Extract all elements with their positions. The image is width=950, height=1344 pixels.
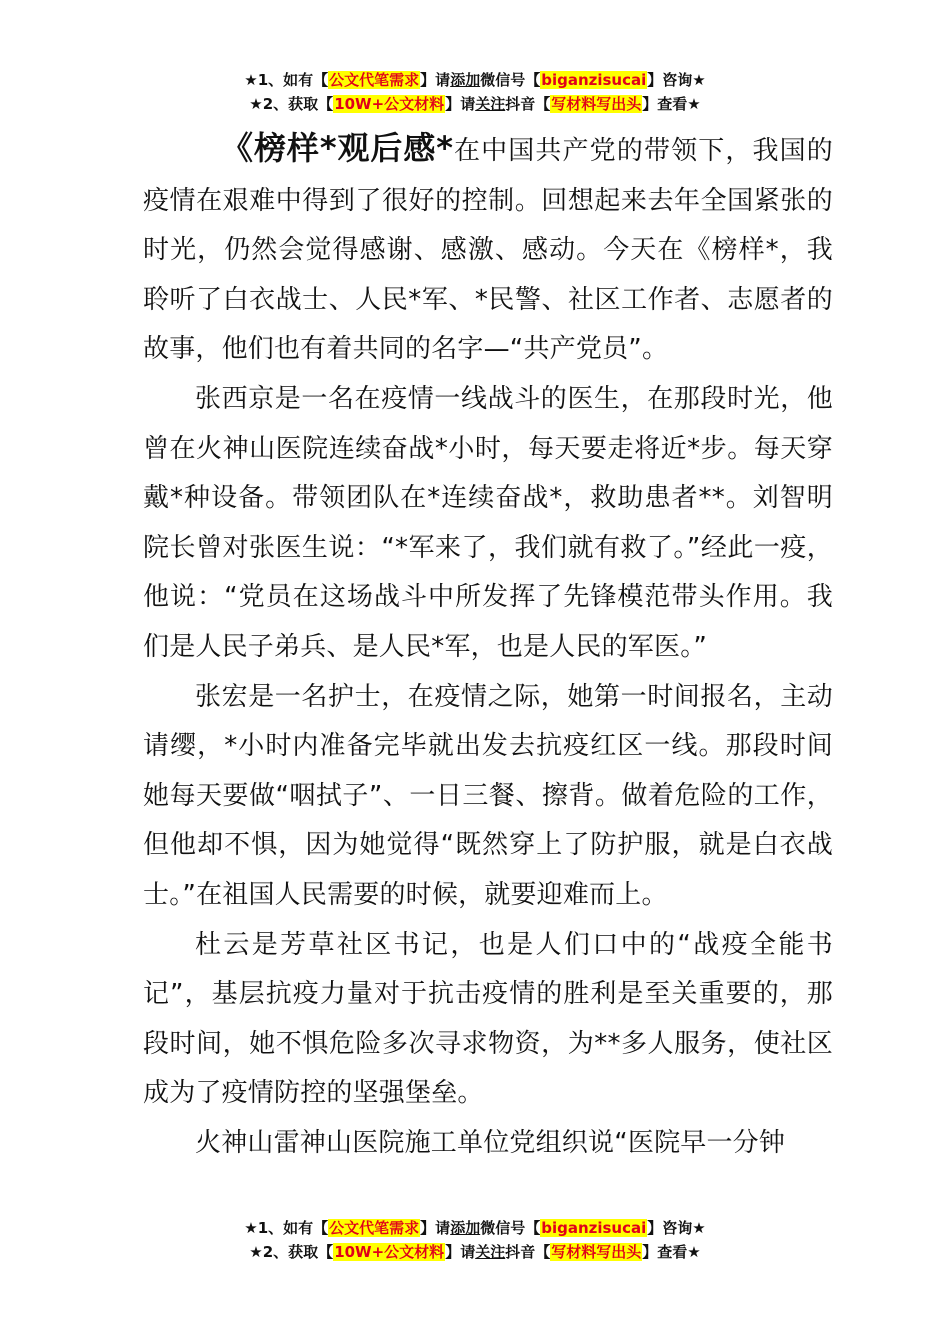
banner-text: 】请 xyxy=(445,95,476,113)
highlight-materials: 10W+公文材料 xyxy=(334,95,445,113)
banner-line-1 xyxy=(0,1216,950,1240)
highlight-service: 公文代笔需求 xyxy=(329,1219,420,1237)
banner-text: 】请 xyxy=(420,1219,451,1237)
highlight-douyin-id: 写材料写出头 xyxy=(551,1243,642,1261)
highlight-wechat-id: biganzisucai xyxy=(541,1219,647,1237)
highlight-wechat-id: biganzisucai xyxy=(541,71,647,89)
banner-text: 抖音【 xyxy=(505,1243,551,1261)
underlined-word: 添加 xyxy=(450,1219,481,1237)
document-body xyxy=(143,124,833,1168)
banner-line-1 xyxy=(0,68,950,92)
underlined-word: 添加 xyxy=(450,71,481,89)
paragraph-text: 在中国共产党的带领下，我国的疫情在艰难中得到了很好的控制。回想起来去年全国紧张的时光，仍然会觉得感谢、感激、感动。今天在《榜样*，我聆听了白衣战士、人民*军、*民警、社区工作者、志愿者的故事，他们也有着共同的名字—“共产党员”。 xyxy=(143,136,833,365)
banner-text: 】咨询★ xyxy=(647,71,706,89)
banner-line-2 xyxy=(0,1240,950,1264)
banner-text: 】请 xyxy=(445,1243,476,1261)
banner-text: ★2、获取【 xyxy=(249,1243,334,1261)
paragraph: 杜云是芳草社区书记，也是人们口中的“战疫全能书记”，基层抗疫力量对于抗击疫情的胜利是至关重要的，那段时间，她不惧危险多次寻求物资，为**多人服务，使社区成为了疫情防控的坚强堡垒。 xyxy=(143,929,833,1109)
banner-text: ★2、获取【 xyxy=(249,95,334,113)
paragraph: 火神山雷神山医院施工单位党组织说“医院早一分钟 xyxy=(195,1127,786,1158)
paragraph: 张西京是一名在疫情一线战斗的医生，在那段时光，他曾在火神山医院连续奋战*小时，每天要走将近*步。每天穿戴*种设备。带领团队在*连续奋战*，救助患者**。刘智明院长曾对张医生说：“*军来了，我们就有救了。”经此一疫，他说：“党员在这场战斗中所发挥了先锋模范带头作用。我们是人民子弟兵、是人民*军，也是人民的军医。” xyxy=(143,383,833,662)
paragraph: 张宏是一名护士，在疫情之际，她第一时间报名，主动请缨，*小时内准备完毕就出发去抗疫红区一线。那段时间她每天要做“咽拭子”、一日三餐、擦背。做着危险的工作，但他却不惧，因为她觉得“既然穿上了防护服，就是白衣战士。”在祖国人民需要的时候，就要迎难而上。 xyxy=(143,681,833,910)
highlight-materials: 10W+公文材料 xyxy=(334,1243,445,1261)
banner-text: ★1、如有【 xyxy=(244,71,329,89)
banner-text: 】查看★ xyxy=(642,95,701,113)
banner-text: 微信号【 xyxy=(480,71,541,89)
highlight-douyin-id: 写材料写出头 xyxy=(551,95,642,113)
paragraph xyxy=(143,124,833,375)
underlined-word: 关注 xyxy=(475,95,506,113)
banner-line-2 xyxy=(0,92,950,116)
document-title: 《榜样*观后感* xyxy=(221,129,454,167)
banner-text: 】请 xyxy=(420,71,451,89)
underlined-word: 关注 xyxy=(475,1243,506,1261)
banner-text: 】查看★ xyxy=(642,1243,701,1261)
header-banner xyxy=(0,68,950,116)
footer-banner xyxy=(0,1216,950,1264)
banner-text: 抖音【 xyxy=(505,95,551,113)
banner-text: 】咨询★ xyxy=(647,1219,706,1237)
highlight-service: 公文代笔需求 xyxy=(329,71,420,89)
banner-text: 微信号【 xyxy=(480,1219,541,1237)
banner-text: ★1、如有【 xyxy=(244,1219,329,1237)
